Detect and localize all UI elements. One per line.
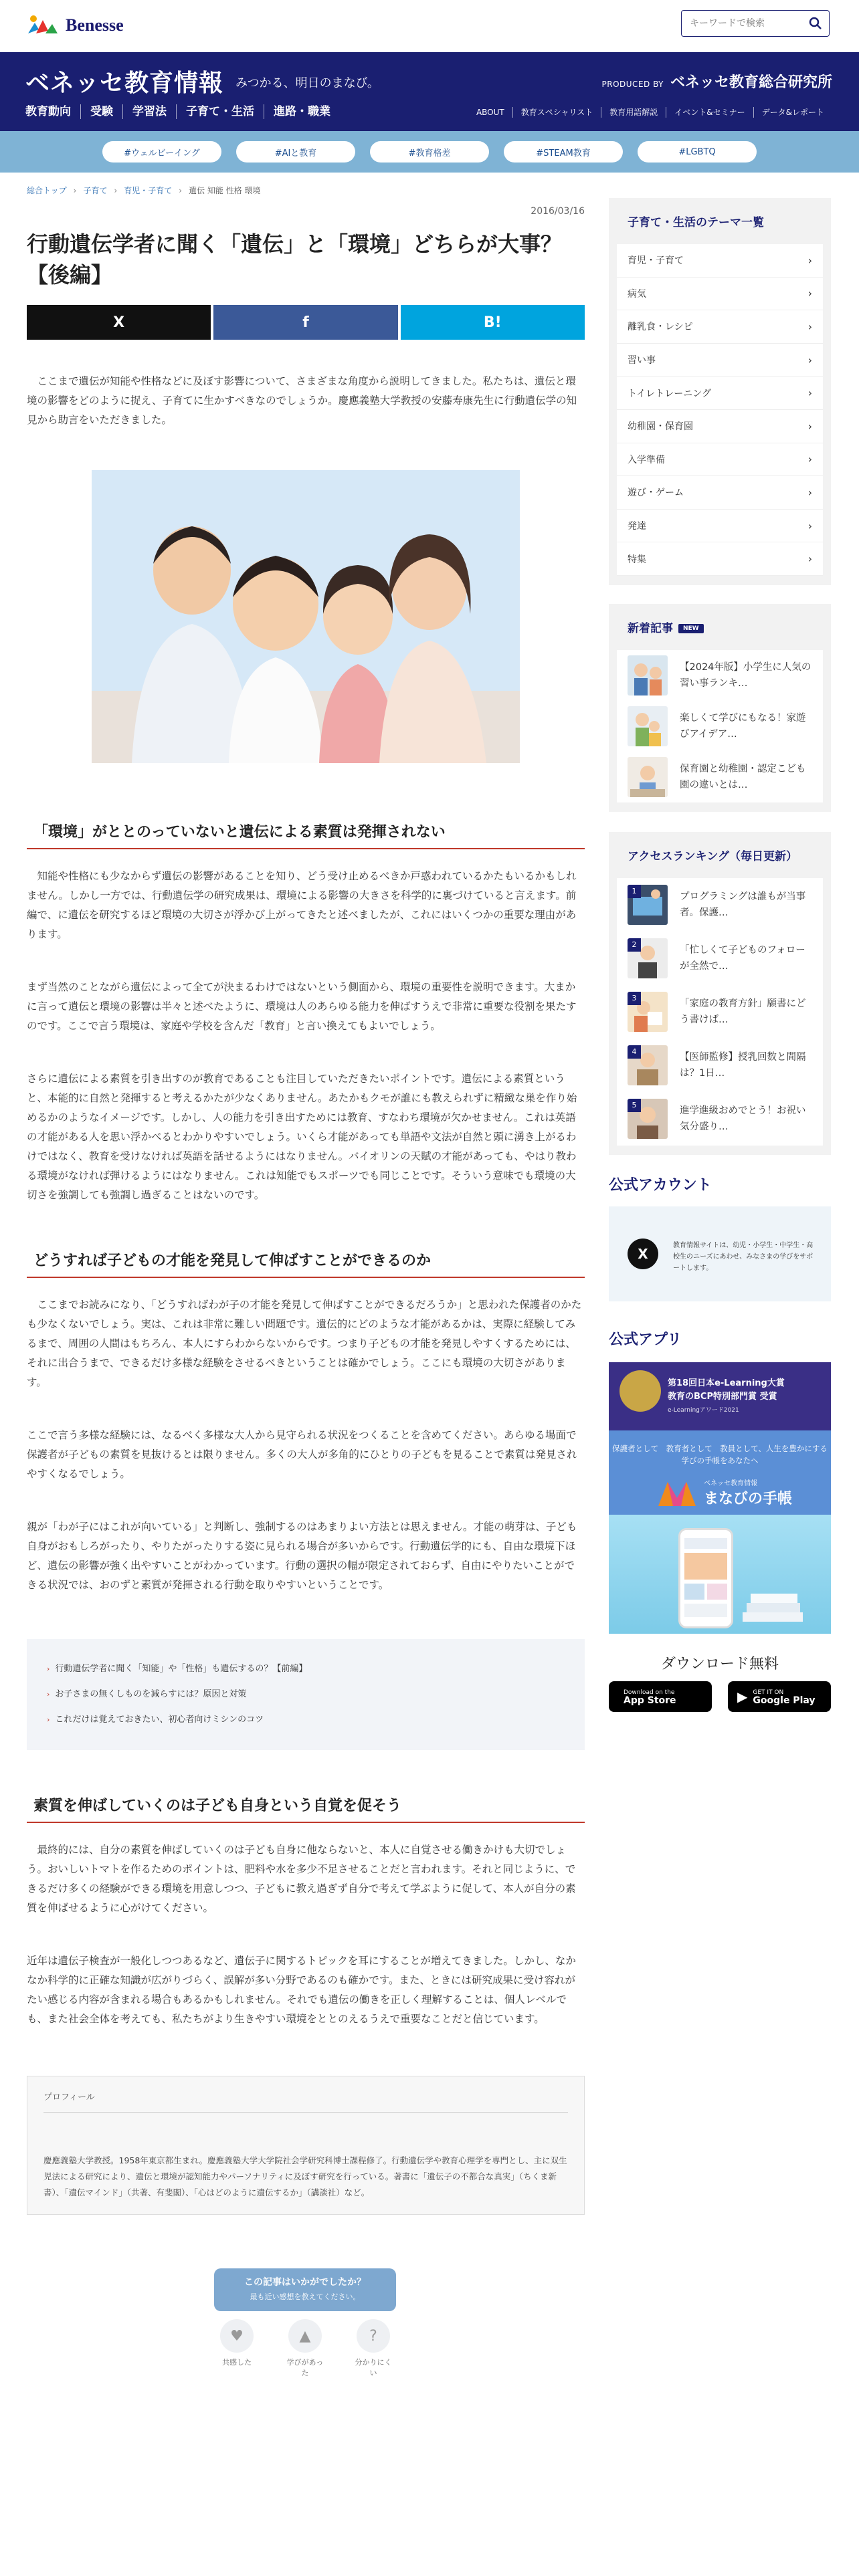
article-thumbnail xyxy=(628,885,668,925)
app-award-band xyxy=(609,1362,831,1430)
official-account-section xyxy=(609,1174,831,1301)
share-buttons xyxy=(27,305,585,340)
related-links xyxy=(27,1639,585,1750)
app-store-button[interactable] xyxy=(609,1681,712,1712)
rank-number: 3 xyxy=(628,992,641,1005)
main-nav-item[interactable]: 子育て・生活 xyxy=(176,104,264,119)
app-award-line: 第18回日本e-Learning大賞 xyxy=(668,1378,785,1388)
ranking-item[interactable] xyxy=(617,878,823,932)
theme-item[interactable] xyxy=(617,344,823,377)
rank-number: 4 xyxy=(628,1045,641,1059)
share-hatena-button[interactable] xyxy=(401,305,585,340)
breadcrumb-link[interactable]: 総合トップ xyxy=(27,186,67,195)
theme-item-label: 入学準備 xyxy=(628,454,665,465)
app-visual xyxy=(609,1515,831,1634)
breadcrumb-current: 遺伝 知能 性格 環境 xyxy=(189,186,261,195)
theme-item-label: 病気 xyxy=(628,288,646,300)
feedback-option-unclear[interactable] xyxy=(353,2319,393,2378)
x-icon: X xyxy=(113,314,125,331)
produced-by-org: ベネッセ教育総合研究所 xyxy=(670,74,832,91)
theme-item-label: 遊び・ゲーム xyxy=(628,488,684,499)
article-thumbnail xyxy=(628,1045,668,1085)
section-heading: どうすれば子どもの才能を発見して伸ばすことができるのか xyxy=(27,1249,585,1278)
breadcrumb-link[interactable]: 子育て xyxy=(83,186,108,195)
new-articles-title xyxy=(609,604,831,650)
related-link[interactable] xyxy=(47,1707,565,1733)
graduation-cap-icon: ▲ xyxy=(288,2319,322,2353)
profile-text: 慶應義塾大学教授。1958年東京都生まれ。慶應義塾大学大学院社会学研究科博士課程修了。行動遺伝学や教育心理学を専門とし、主に双生児法による研究により、遺伝と環境が認知能力やパーソナリティに及ぼす研究を行っている。著書に「遺伝子の不都合な真実」（ちくま新書）、「遺伝マインド」（共著、有斐閣）、「心はどのように遺伝するか」（講談社）など。 xyxy=(43,2155,567,2197)
theme-item-label: 習い事 xyxy=(628,355,656,366)
related-link-label: お子さまの無くしものを減らすには？原因と対策 xyxy=(55,1689,247,1699)
facebook-icon: f xyxy=(302,314,309,331)
ranking-list xyxy=(617,878,823,1146)
chevron-right-icon: › xyxy=(114,185,118,195)
app-copy: 保護者として 教育者として 教員として、人生を豊かにする学びの手帳をあなたへ xyxy=(612,1443,828,1465)
app-banner[interactable] xyxy=(609,1362,831,1634)
tag-pill[interactable]: #AIと教育 xyxy=(236,141,355,163)
feedback-option-label: 学びがあった xyxy=(286,2358,324,2377)
article-paragraph: 知能や性格にも少なからず遺伝の影響があることを知り、どう受け止めるべきか戸惑われているかたもいるかもしれません。しかし一方では、行動遺伝学の研究成果は、環境による影響の大きさを科学的に裏づけていると言えます。前編で、に遺伝を研究するほど環境の大切さが浮かび上がってきたと述べましたが、これにはいくつかの重要な理由があります。 xyxy=(27,870,577,940)
theme-item[interactable] xyxy=(617,443,823,477)
section-heading: 「環境」がととのっていないと遺伝による素質は発揮されない xyxy=(27,821,585,849)
theme-item-label: 育児・子育て xyxy=(628,255,684,267)
related-link-label: これだけは覚えておきたい、初心者向けミシンのコツ xyxy=(55,1715,264,1725)
theme-item-label: 発達 xyxy=(628,521,646,532)
theme-item-label: トイレトレーニング xyxy=(628,388,712,399)
theme-item[interactable] xyxy=(617,377,823,410)
author-profile xyxy=(27,2076,585,2215)
produced-by-label: PRODUCED BY xyxy=(601,80,664,89)
chevron-right-icon: › xyxy=(807,486,812,499)
chevron-right-icon: › xyxy=(179,185,183,195)
article-paragraph: 親が「わが子にはこれが向いている」と判断し、強制するのはあまりよい方法とは思えません。才能の萌芽は、子ども自身がおもしろがったり、やりたがったりする姿に見られる場合が多いからです。行動遺伝学的にも、自由な環境下ほど、遺伝の影響が強く出やすいことがわかっています。行動の選択の幅が限定されておらず、自由にやりたいことができる状況では、おのずと素質が発揮される行動を取りやすいということです。 xyxy=(27,1521,577,1591)
main-nav-item[interactable]: 進路・職業 xyxy=(264,104,340,119)
chevron-right-icon: › xyxy=(47,1665,50,1673)
chevron-right-icon: › xyxy=(73,185,77,195)
share-facebook-button[interactable] xyxy=(213,305,397,340)
related-link[interactable] xyxy=(47,1682,565,1707)
tag-pill[interactable]: #LGBTQ xyxy=(638,141,757,163)
chevron-right-icon: › xyxy=(807,552,812,566)
theme-item[interactable] xyxy=(617,244,823,278)
sub-nav-item[interactable]: ABOUT xyxy=(476,108,504,117)
new-article-item[interactable] xyxy=(617,752,823,802)
rank-number: 1 xyxy=(628,885,641,898)
tag-pill[interactable]: #ウェルビーイング xyxy=(102,141,221,163)
theme-item[interactable] xyxy=(617,410,823,443)
main-nav-item[interactable]: 教育動向 xyxy=(25,105,71,118)
theme-item-label: 特集 xyxy=(628,554,646,565)
main-nav-item[interactable]: 学習法 xyxy=(122,104,176,119)
theme-list-box xyxy=(609,198,831,585)
official-app-heading: 公式アプリ xyxy=(609,1331,682,1348)
article-lead: ここまで遺伝が知能や性格などに及ぼす影響について、さまざまな角度から説明してきました。私たちは、遺伝と環境の影響をどのように捉え、子育てに生かすべきなのでしょうか。慶應義塾大学教授の安藤寿康先生に行動遺伝学の知見から助言をいただきました。 xyxy=(27,375,577,426)
top-header xyxy=(0,0,859,52)
theme-item[interactable] xyxy=(617,476,823,510)
related-link-label: 行動遺伝学者に聞く「知能」や「性格」も遺伝するの？【前編】 xyxy=(55,1664,308,1674)
article-thumbnail xyxy=(628,757,668,797)
ranking-item[interactable] xyxy=(617,1039,823,1092)
theme-item-label: 幼稚園・保育園 xyxy=(628,421,693,433)
chevron-right-icon: › xyxy=(807,253,812,267)
article-thumbnail xyxy=(628,706,668,746)
ranking-item-title: 「忙しくて子どものフォローが全然で… xyxy=(680,944,805,972)
app-store-label xyxy=(624,1689,676,1705)
ranking-item[interactable] xyxy=(617,985,823,1039)
article xyxy=(27,206,585,2215)
app-logo-icon xyxy=(657,1478,697,1507)
feedback-question xyxy=(214,2268,396,2311)
google-play-icon: ▶ xyxy=(737,1688,748,1705)
new-article-title: 楽しくて学びにもなる！家遊びアイデア… xyxy=(680,712,806,740)
ranking-item[interactable] xyxy=(617,932,823,985)
google-play-button[interactable] xyxy=(728,1681,831,1712)
share-x-button[interactable] xyxy=(27,305,211,340)
site-title[interactable]: ベネッセ教育情報 xyxy=(25,70,224,97)
section-heading: 素質を伸ばしていくのは子ども自身という自覚を促そう xyxy=(27,1794,585,1823)
store-buttons xyxy=(609,1681,831,1712)
app-copy-band xyxy=(609,1430,831,1515)
x-account-description: 教育情報サイトは、幼児・小学生・中学生・高校生のニーズにあわせ、みなさまの学びをサポートします。 xyxy=(673,1241,814,1272)
benesse-logo[interactable] xyxy=(25,13,124,37)
logo-text: Benesse xyxy=(66,15,124,35)
new-articles-box xyxy=(609,604,831,812)
ranking-item-title: 「家庭の教育方針」願書にどう書けば… xyxy=(680,998,806,1025)
rank-number: 5 xyxy=(628,1099,641,1112)
search-icon[interactable] xyxy=(809,17,822,30)
article-thumbnail xyxy=(628,992,668,1032)
google-play-name: Google Play xyxy=(753,1695,816,1706)
new-articles-title-text: 新着記事 xyxy=(628,621,673,635)
sub-nav-item[interactable]: 教育スペシャリスト xyxy=(512,107,601,118)
article-thumbnail xyxy=(628,1099,668,1139)
family-photo xyxy=(92,470,520,763)
site-header-band xyxy=(0,52,859,131)
theme-item[interactable] xyxy=(617,310,823,344)
chevron-right-icon: › xyxy=(807,419,812,433)
sub-nav-item[interactable]: 教育用語解説 xyxy=(601,107,666,118)
article-thumbnail xyxy=(628,938,668,978)
award-medal-icon xyxy=(619,1370,661,1412)
google-play-small: GET IT ON xyxy=(753,1689,784,1696)
app-brand-name: まなびの手帳 xyxy=(704,1490,793,1507)
ranking-item[interactable] xyxy=(617,1092,823,1146)
main-nav-item[interactable]: 受験 xyxy=(80,104,122,119)
chevron-right-icon: › xyxy=(807,320,812,333)
tag-pill[interactable]: #STEAM教育 xyxy=(504,141,623,163)
article-date: 2016/03/16 xyxy=(531,206,585,217)
sub-nav xyxy=(468,107,832,118)
produced-by[interactable] xyxy=(602,71,832,92)
ranking-item-title: プログラミングは誰もが当事者。保護… xyxy=(680,891,806,918)
tag-pill[interactable]: #教育格差 xyxy=(370,141,489,163)
feedback-question-text: この記事はいかがでしたか？ xyxy=(244,2277,366,2288)
ranking-box xyxy=(609,832,831,1155)
benesse-logo-icon xyxy=(25,13,60,37)
official-app-section xyxy=(609,1328,831,1712)
breadcrumb-link[interactable]: 育児・子育て xyxy=(124,186,173,195)
search-box[interactable] xyxy=(681,10,830,37)
app-award-line: 教育のBCP特別部門賞 受賞 xyxy=(668,1391,777,1402)
app-award-note: e-Learningアワード2021 xyxy=(668,1406,739,1414)
article-thumbnail xyxy=(628,655,668,695)
site-subtitle: みつかる、明日のまなび。 xyxy=(235,76,379,90)
main-nav xyxy=(25,104,340,119)
app-store-small: Download on the xyxy=(624,1689,675,1696)
x-logo-icon: X xyxy=(628,1239,658,1269)
theme-item[interactable] xyxy=(617,542,823,576)
official-x-account[interactable] xyxy=(609,1206,831,1301)
ranking-item-title: 【医師監修】授乳回数と間隔は？1日… xyxy=(680,1051,806,1079)
google-play-label xyxy=(753,1689,815,1705)
article-paragraph: ここまでお読みになり、「どうすればわが子の才能を発見して伸ばすことができるだろうか」と思われた保護者のかたも少なくないでしょう。実は、これは非常に難しい問題です。遺伝的にどのような才能があるかは、実際に経験してみるまで、周囲の人間はもちろん、本人にすらわからないからです。つまり子どもの才能を発見しやすくするためには、それに出合うまで、できるだけ多様な経験をさせるべきということは確かでしょう。ここにも環境の大切さがあります。 xyxy=(27,1299,582,1388)
sidebar xyxy=(609,198,831,1712)
theme-list-title: 子育て・生活のテーマ一覧 xyxy=(628,216,764,229)
sub-nav-item[interactable]: イベント&セミナー xyxy=(666,107,753,118)
breadcrumb xyxy=(27,185,261,196)
app-store-name: App Store xyxy=(624,1695,676,1706)
article-paragraph: 近年は遺伝子検査が一般化しつつあるなど、遺伝子に関するトピックを耳にすることが増えてきました。しかし、なかなか科学的に正確な知識が広がりづらく、誤解が多い分野であるのも確かです。また、ときには研究成果に受け容れがたい感じる内容が含まれる場合もあるかもしれません。それでも遺伝の働きを正しく理解することは、個人レベルでも、また社会全体を考えても、私たちがより生きやすい環境をととのえるうえで重要なことだと信じています。 xyxy=(27,1955,576,2025)
theme-item[interactable] xyxy=(617,278,823,311)
feedback-options xyxy=(214,2319,396,2378)
official-account-heading: 公式アカウント xyxy=(609,1176,712,1194)
related-link[interactable] xyxy=(47,1656,565,1682)
new-articles-list xyxy=(617,650,823,802)
new-article-title: 【2024年版】小学生に人気の習い事ランキ… xyxy=(680,661,812,689)
hatena-bookmark-icon: B! xyxy=(483,314,502,331)
chevron-right-icon: › xyxy=(47,1715,50,1724)
tag-band xyxy=(0,131,859,173)
article-paragraph: 最終的には、自分の素質を伸ばしていくのは子ども自身に他ならないと、本人に自覚させる働きかけも大切でしょう。おいしいトマトを作るためのポイントは、肥料や水を多少不足させることだと言われます。それと同じように、できるだけ多くの経験ができる環境を用意しつつ、子どもに教え過ぎず自分で考えて学ぶように促して、本人が自分の素質を伸ばせるように心がけてください。 xyxy=(27,1844,576,1914)
feedback-option-label: 分かりにくい xyxy=(355,2358,392,2377)
new-article-item[interactable] xyxy=(617,701,823,752)
chevron-right-icon: › xyxy=(807,453,812,466)
article-paragraph: まず当然のことながら遺伝によって全てが決まるわけではないという側面から、環境の重要性を説明できます。大まかに言って遺伝と環境の影響は半々と述べたように、環境は人のあらゆる能力を伸ばすうえで非常に重要な役割を果たすのです。ここで言う環境は、家庭や学校を含んだ「教育」と言い換えてもよいでしょう。 xyxy=(27,981,577,1032)
app-brand-small: ベネッセ教育情報 xyxy=(704,1479,757,1487)
chevron-right-icon: › xyxy=(807,519,812,532)
profile-title: プロフィール xyxy=(43,2090,568,2113)
chevron-right-icon: › xyxy=(807,287,812,300)
chevron-right-icon: › xyxy=(807,387,812,400)
new-badge: NEW xyxy=(678,624,704,633)
sub-nav-item[interactable]: データ&レポート xyxy=(753,107,832,118)
article-feedback xyxy=(214,2268,396,2378)
theme-list xyxy=(617,244,823,576)
search-input[interactable] xyxy=(690,18,803,29)
phone-mockup-image xyxy=(678,1528,733,1628)
new-article-title: 保育園と幼稚園・認定こども園の違いとは… xyxy=(680,763,806,790)
article-title: 行動遺伝学者に聞く「遺伝」と「環境」どちらが大事？【後編】 xyxy=(27,231,563,288)
article-paragraph: ここで言う多様な経験には、なるべく多様な大人から見守られる状況をつくることを含めてください。あらゆる場面で保護者が子どもの素質を見抜けるとは限りません。多くの大人が多角的にひとりの子どもを見ることで素質は発見されやすくなるでしょう。 xyxy=(27,1429,577,1480)
books-illustration xyxy=(736,1579,816,1632)
ranking-title: アクセスランキング（毎日更新） xyxy=(628,849,797,863)
feedback-option-label: 共感した xyxy=(222,2358,252,2367)
chevron-right-icon: › xyxy=(47,1690,50,1699)
heart-icon: ♥ xyxy=(220,2319,254,2353)
question-icon: ? xyxy=(357,2319,390,2353)
feedback-option-empathy[interactable] xyxy=(217,2319,257,2378)
theme-item-label: 離乳食・レシピ xyxy=(628,322,693,333)
rank-number: 2 xyxy=(628,938,641,952)
new-article-item[interactable] xyxy=(617,650,823,701)
chevron-right-icon: › xyxy=(807,353,812,366)
ranking-item-title: 進学進級おめでとう！お祝い気分盛り… xyxy=(680,1105,806,1132)
feedback-option-learned[interactable] xyxy=(285,2319,325,2378)
article-paragraph: さらに遺伝による素質を引き出すのが教育であることも注目していただきたいポイントです。遺伝による素質というと、本能的に自然と発揮すると考えるかたが少なくありません。あたかもクモが誰にも教えられずに精緻な巣を作り始めるかのようなイメージです。しかし、人の能力を引き出すためには教育、すなわち環境が欠かせません。これは英語の才能がある人を思い浮かべるとわかりやすいでしょう。いくら才能があっても単語や文法が自然と頭に湧き上がるわけではなく、教育を受けなければ英語を話せるようにはなりません。バイオリンの天賦の才能があっても、やはり教わる環境がなければ弾けるようにはなりません。これは知能でもスポーツでも同じことです。そういう意味でも環境の大切さを強調しても強調し過ぎることはないのです。 xyxy=(27,1073,577,1201)
theme-item[interactable] xyxy=(617,510,823,543)
app-brand xyxy=(657,1477,792,1508)
download-heading: ダウンロード無料 xyxy=(660,1655,779,1673)
feedback-question-sub: 最も近い感想を教えてください。 xyxy=(250,2292,361,2301)
